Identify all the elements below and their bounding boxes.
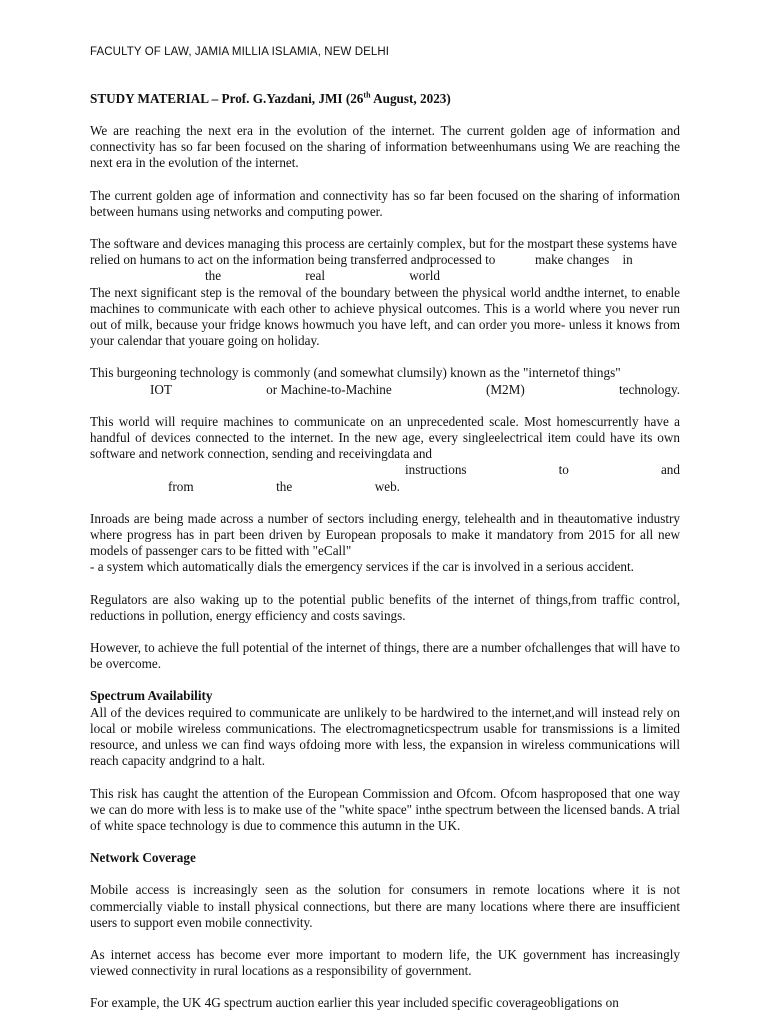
paragraph-text: make changes (534, 252, 610, 268)
spread-word: and (660, 462, 680, 478)
paragraph: As internet access has become ever more important to modern life, the UK government has increasingly viewed connectivity in rural locations as a responsibility of government. (90, 946, 680, 979)
paragraph-text: in (622, 252, 633, 268)
paragraph: We are reaching the next era in the evolution of the internet. The current golden age of information and connectivity has so far been focused on the sharing of information betweenhumans using We are reaching the next era in the evolution of the internet. (90, 123, 680, 171)
paragraph-text: The software and devices managing this process are certainly complex, but for the mostpart these systems have relied on humans to act on the information being transferred andprocessed to (90, 236, 678, 268)
spread-word: the (205, 268, 222, 284)
paragraph (90, 236, 680, 268)
paragraph: Inroads are being made across a number of sectors including energy, telehealth and in theautomative industry where progress has in part been driven by European proposals to make it mandatory from 2015 for all new models of passenger cars to be fitted with "eCall" (90, 510, 680, 559)
paragraph: The current golden age of information and connectivity has so far been focused on the sharing of information between humans using networks and computing power. (90, 187, 680, 219)
section-heading: Network Coverage (90, 850, 196, 866)
paragraph: This burgeoning technology is commonly (and somewhat clumsily) known as the "internetof things" (90, 365, 621, 381)
paragraph: However, to achieve the full potential of the internet of things, there are a number ofchallenges that will have to be overcome. (90, 640, 680, 672)
paragraph: For example, the UK 4G spectrum auction earlier this year included specific coverageobligations on (90, 995, 619, 1011)
spread-line (90, 268, 680, 284)
spread-word: or Machine-to-Machine (266, 381, 392, 397)
page-header: FACULTY OF LAW, JAMIA MILLIA ISLAMIA, NEW DELHI (90, 46, 390, 58)
spread-line (90, 479, 680, 495)
paragraph: Regulators are also waking up to the potential public benefits of the internet of things,from traffic control, reductions in pollution, energy efficiency and costs savings. (90, 591, 680, 623)
spread-word: web. (374, 478, 400, 494)
spread-word: (M2M) (485, 381, 525, 397)
spread-word: real (305, 268, 326, 284)
paragraph-text: This world will require machines to communicate on an unprecedented scale. Most homescurrently have a handful of devices connected to the internet. In the new age, every singleelectrical item could have its own software and network connection, sending and receivingdata and (90, 413, 680, 462)
title-superscript: th (363, 90, 371, 100)
spread-word: instructions (405, 462, 467, 478)
spread-word: to (558, 462, 569, 478)
paragraph (90, 414, 680, 463)
title-date: August, 2023) (370, 91, 451, 106)
document-title (90, 90, 680, 107)
spread-word: world (409, 268, 440, 284)
section-heading: Spectrum Availability (90, 688, 213, 704)
paragraph: - a system which automatically dials the emergency services if the car is involved in a serious accident. (90, 559, 634, 575)
title-text: STUDY MATERIAL – Prof. G.Yazdani, JMI (26 (90, 91, 364, 106)
paragraph: All of the devices required to communicate are unlikely to be hardwired to the internet,and will instead rely on local or mobile wireless communications. The electromagneticspectrum usable for transmissions is a limited resource, and unless we can find ways ofdoing more with less, the expansion in wireless communications will reach capacity andgrind to a halt. (90, 704, 680, 769)
paragraph: The next significant step is the removal of the boundary between the physical world andthe internet, to enable machines to communicate with each other to achieve physical outcomes. This is a world where you never run out of milk, because your fridge knows howmuch you have left, and can order you more- unless it knows from your calendar that youare going on holiday. (90, 284, 680, 349)
spread-word: the (276, 478, 293, 494)
paragraph: This risk has caught the attention of the European Commission and Ofcom. Ofcom hasproposed that one way we can do more with less is to make use of the "white space" inthe spectrum between the licensed bands. A trial of white space technology is due to commence this autumn in the UK. (90, 785, 680, 833)
spread-line (90, 382, 680, 398)
spread-line (90, 462, 680, 478)
paragraph: Mobile access is increasingly seen as the solution for consumers in remote locations where it is not commercially viable to install physical connections, but there are many locations where there are insufficient users to support even mobile connectivity. (90, 882, 680, 930)
spread-word: IOT (150, 381, 172, 397)
spread-word: from (168, 478, 194, 494)
spread-word: technology. (618, 381, 680, 397)
